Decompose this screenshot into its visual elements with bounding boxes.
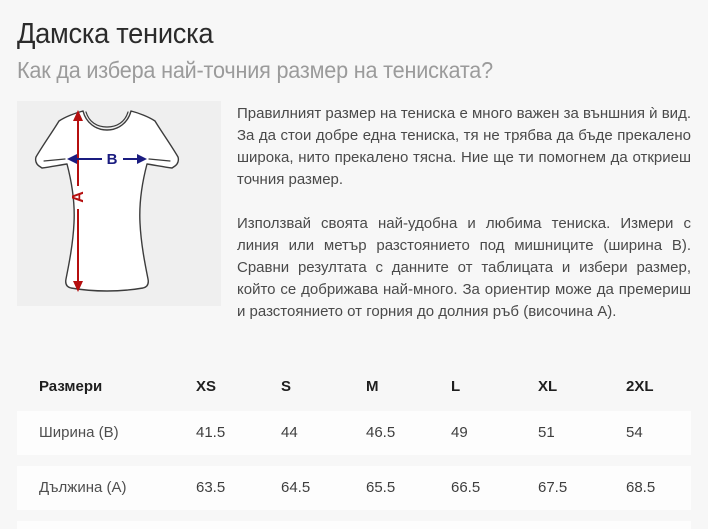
column-header-xl: XL (538, 378, 558, 396)
height-label-a: A (70, 191, 87, 203)
page-subtitle: Как да избера най-точния размер на тениската? (17, 57, 493, 84)
length-value-xs: 63.5 (196, 479, 226, 497)
row-label-length: Дължина (A) (39, 479, 127, 497)
tshirt-measurement-diagram (17, 101, 221, 306)
width-value-l: 49 (451, 424, 468, 442)
column-header-2xl: 2XL (626, 378, 654, 396)
width-value-m: 46.5 (366, 424, 396, 442)
size-table-header-row (17, 363, 691, 411)
intro-paragraph-2: Използвай своята най-удобна и любима тениска. Измери с линия или метър разстоянието под мишниците (ширина B). Сравни резултата с данните от таблицата и избери размер, който се добрижава най-много. За ориентир може да премериш и разстоянието от горния до долния ръб (височина A). (237, 214, 691, 320)
size-table (17, 363, 691, 529)
page-title: Дамска тениска (17, 18, 214, 50)
length-value-xl: 67.5 (538, 479, 568, 497)
length-value-m: 65.5 (366, 479, 396, 497)
intro-paragraph-1: Правилният размер на тениска е много важен за външния ѝ вид. За да стои добре една тениска, тя не трябва да бъде прекалено широка, нито прекалено тясна. Ние ще ти помогнем да откриеш точния размер. (237, 104, 691, 188)
table-row-width (17, 411, 691, 455)
length-value-s: 64.5 (281, 479, 311, 497)
length-value-2xl: 68.5 (626, 479, 656, 497)
column-header-sizes: Размери (39, 378, 103, 396)
width-label-b: B (106, 150, 118, 168)
tshirt-diagram-svg (17, 101, 221, 306)
tshirt-outline (36, 111, 179, 291)
length-value-l: 66.5 (451, 479, 481, 497)
width-value-xl: 51 (538, 424, 555, 442)
column-header-xs: XS (196, 378, 217, 396)
column-header-m: M (366, 378, 379, 396)
width-value-xs: 41.5 (196, 424, 226, 442)
table-row-length (17, 466, 691, 510)
row-label-width: Ширина (B) (39, 424, 119, 442)
width-value-s: 44 (281, 424, 298, 442)
column-header-s: S (281, 378, 292, 396)
table-row-partial (17, 521, 691, 529)
intro-text (237, 101, 691, 323)
content-area (17, 101, 691, 323)
size-guide-page (0, 18, 708, 529)
width-value-2xl: 54 (626, 424, 643, 442)
column-header-l: L (451, 378, 461, 396)
